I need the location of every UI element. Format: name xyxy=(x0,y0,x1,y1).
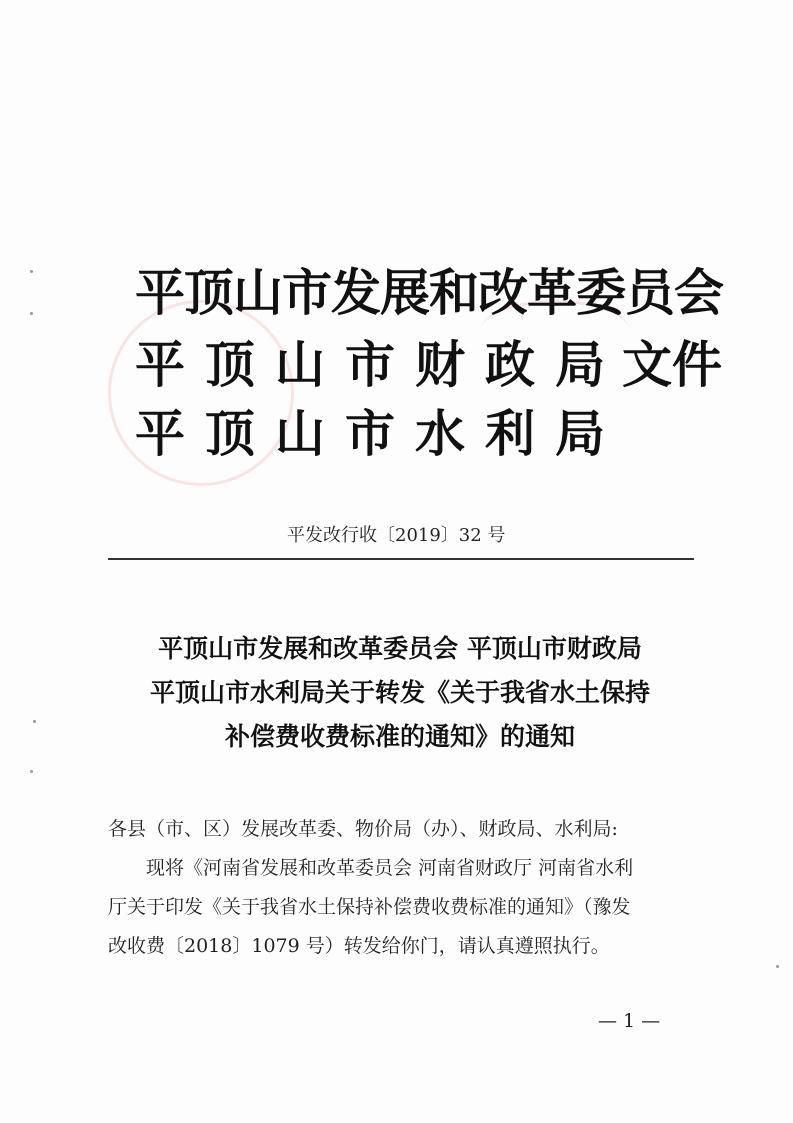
header-divider xyxy=(108,558,694,560)
title-line-3: 补偿费收费标准的通知》的通知 xyxy=(224,722,575,751)
issuer-line-2-char: 平 xyxy=(135,336,185,394)
body-line-1: 现将《河南省发展和改革委员会 河南省财政厅 河南省水利 xyxy=(146,857,634,879)
issuer-line-3 xyxy=(135,405,605,463)
issuer-line-3-char: 水 xyxy=(415,405,465,463)
document-title xyxy=(100,627,700,759)
document-number: 平发改行收〔2019〕32 号 xyxy=(287,525,506,546)
issuer-line-3-char: 顶 xyxy=(205,405,255,463)
scan-speck xyxy=(776,965,779,968)
issuer-line-3-char: 市 xyxy=(345,405,395,463)
issuer-line-3-char: 山 xyxy=(275,405,325,463)
document-body xyxy=(108,810,698,966)
body-line-2: 厅关于印发《关于我省水土保持补偿费收费标准的通知》（豫发 xyxy=(108,896,631,918)
issuer-line-2 xyxy=(135,336,605,394)
issuer-line-2-char: 山 xyxy=(275,336,325,394)
document-label: 文件 xyxy=(622,336,722,394)
title-line-2: 平顶山市水利局关于转发《关于我省水土保持 xyxy=(149,678,650,707)
title-line-1: 平顶山市发展和改革委员会 平顶山市财政局 xyxy=(158,634,642,663)
body-line-3: 改收费〔2018〕1079 号）转发给你门，请认真遵照执行。 xyxy=(108,935,610,957)
issuer-line-2-char: 顶 xyxy=(205,336,255,394)
page-number: — 1 — xyxy=(598,1010,661,1032)
issuer-line-1: 平顶山市发展和改革委员会 xyxy=(135,264,723,322)
scan-speck xyxy=(30,770,33,773)
issuer-line-3-char: 利 xyxy=(485,405,535,463)
scan-speck xyxy=(30,270,33,273)
issuer-line-2-char: 市 xyxy=(345,336,395,394)
issuer-line-3-char: 局 xyxy=(555,405,605,463)
salutation: 各县（市、区）发展改革委、物价局（办）、财政局、水利局: xyxy=(108,818,618,840)
issuer-line-2-char: 财 xyxy=(415,336,465,394)
scan-speck xyxy=(30,312,33,315)
issuer-line-2-char: 局 xyxy=(555,336,605,394)
issuer-line-2-char: 政 xyxy=(485,336,535,394)
issuer-line-3-char: 平 xyxy=(135,405,185,463)
scan-speck xyxy=(33,720,36,723)
